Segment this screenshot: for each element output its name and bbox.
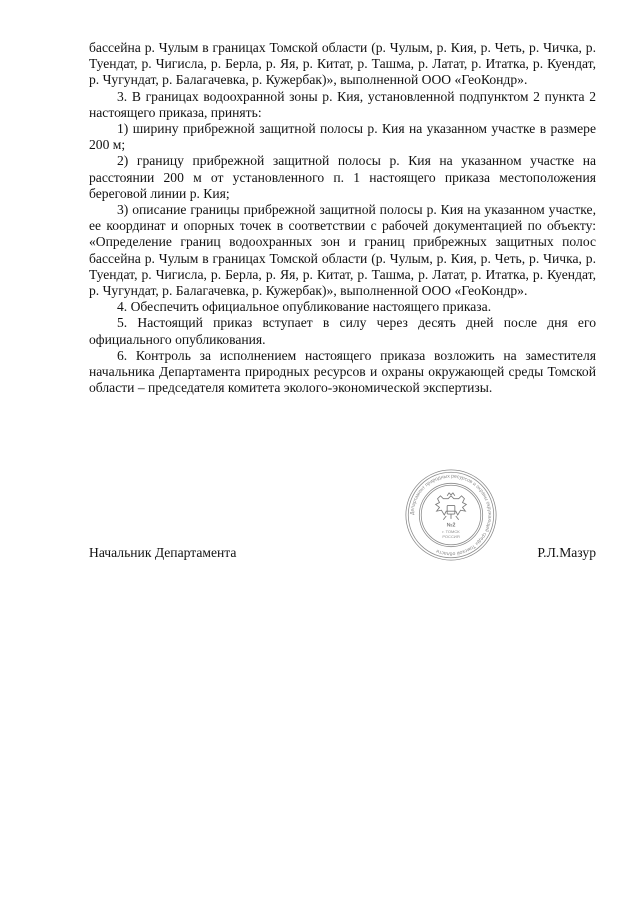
paragraph-subitem-1: 1) ширину прибрежной защитной полосы р. Кия на указанном участке в размере 200 м; bbox=[89, 121, 596, 153]
signatory-position: Начальник Департамента bbox=[89, 545, 237, 560]
seal-number: №2 bbox=[446, 522, 456, 529]
paragraph-item-4: 4. Обеспечить официальное опубликование настоящего приказа. bbox=[117, 299, 492, 315]
seal-outer-text: Департамент природных ресурсов и охраны окружающей среды Томской области bbox=[409, 473, 493, 557]
seal-city: г. ТОМСК bbox=[442, 529, 460, 535]
seal-country: РОССИЯ bbox=[442, 534, 460, 540]
paragraph-item-3: 3. В границах водоохранной зоны р. Кия, установленной подпунктом 2 пункта 2 настоящего приказа, принять: bbox=[89, 88, 596, 120]
paragraph-continuation: бассейна р. Чулым в границах Томской области (р. Чулым, р. Кия, р. Четь, р. Чичка, р. Туендат, р. Чигисла, р. Берла, р. Яя, р. Китат, р. Ташма, р. Латат, р. Итатка, р. Куендат, р. Чугундат, р. Балагачевка, р. Кужербак)», выполненной ООО «ГеоКондр». bbox=[89, 40, 596, 88]
signatory-name: Р.Л.Мазур bbox=[537, 545, 596, 560]
coat-of-arms-icon bbox=[436, 493, 467, 520]
paragraph-subitem-3: 3) описание границы прибрежной защитной полосы р. Кия на указанном участке, ее координат и опорных точек в соответствии с рабочей документацией по объекту: «Определение границ водоохранных зон и границ прибрежных защитных полос бассейна р. Чулым в границах Томской области (р. Чулым, р. Кия, р. Четь, р. Чичка, р. Туендат, р. Чигисла, р. Берла, р. Яя, р. Китат, р. Ташма, р. Латат, р. Итатка, р. Куендат, р. Чугундат, р. Балагачевка, р. Кужербак)», выполненной ООО «ГеоКондр». bbox=[89, 202, 596, 299]
document-body bbox=[89, 40, 596, 396]
signature-block bbox=[89, 545, 596, 563]
paragraph-item-5: 5. Настоящий приказ вступает в силу через десять дней после дня его официального опубликования. bbox=[89, 315, 596, 347]
paragraph-item-6: 6. Контроль за исполнением настоящего приказа возложить на заместителя начальника Департамента природных ресурсов и охраны окружающей среды Томской области – председателя комитета эколого-экономической экспертизы. bbox=[89, 347, 596, 396]
paragraph-subitem-2: 2) границу прибрежной защитной полосы р. Кия на указанном участке на расстоянии 200 м от установленного п. 1 настоящего приказа местоположения береговой линии р. Кия; bbox=[89, 153, 596, 201]
